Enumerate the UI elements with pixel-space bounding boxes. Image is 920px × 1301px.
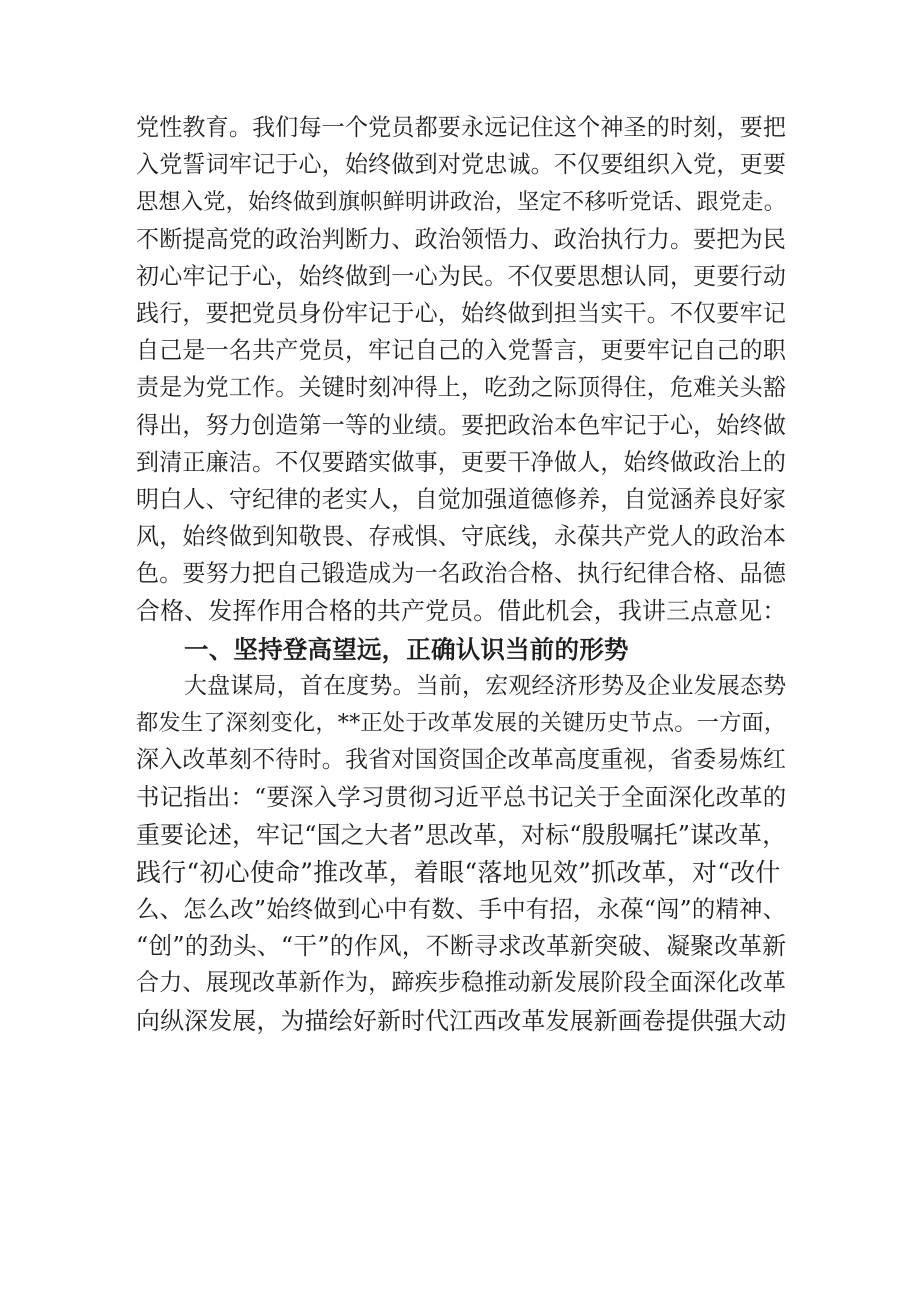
body-text [136, 110, 786, 1040]
text-line: 合格、发挥作用合格的共产党员。借此机会，我讲三点意见： [136, 597, 787, 626]
text-line: 都发生了深刻变化，**正处于改革发展的关键历史节点。一方面， [136, 710, 787, 736]
text-line: 到清正廉洁。不仅要踏实做事，更要干净做人，始终做政治上的 [136, 449, 787, 476]
text-line: 书记指出：“要深入学习贯彻习近平总书记关于全面深化改革的 [136, 783, 787, 812]
text-line: 向纵深发展，为描绘好新时代江西改革发展新画卷提供强大动 [136, 1006, 787, 1035]
section-heading: 一、坚持登高望远，正确认识当前的形势 [184, 634, 629, 664]
text-line: 深入改革刻不待时。我省对国资国企改革高度重视，省委易炼红 [136, 747, 787, 774]
paragraph-first-line: 大盘谋局，首在度势。当前，宏观经济形势及企业发展态势 [184, 672, 787, 699]
text-line: 得出，努力创造第一等的业绩。要把政治本色牢记于心，始终做 [136, 412, 787, 439]
text-line: 初心牢记于心，始终做到一心为民。不仅要思想认同，更要行动 [136, 263, 787, 290]
text-line: 自己是一名共产党员，牢记自己的入党誓言，更要牢记自己的职 [136, 338, 787, 365]
text-line: 么、怎么改”始终做到心中有数、手中有招，永葆“闯”的精神、 [136, 894, 787, 923]
text-line: 党性教育。我们每一个党员都要永远记住这个神圣的时刻，要把 [136, 115, 787, 141]
text-line: 明白人、守纪律的老实人，自觉加强道德修养，自觉涵养良好家 [136, 486, 787, 513]
text-line: 重要论述，牢记“国之大者”思改革，对标“殷殷嘱托”谋改革， [136, 820, 787, 849]
text-line: “创”的劲头、“干”的作风，不断寻求改革新突破、凝聚改革新 [136, 932, 787, 961]
text-line: 践行，要把党员身份牢记于心，始终做到担当实干。不仅要牢记 [136, 300, 787, 327]
text-line: 入党誓词牢记于心，始终做到对党忠诚。不仅要组织入党，更要 [136, 152, 787, 179]
text-line: 思想入党，始终做到旗帜鲜明讲政治，坚定不移听党话、跟党走。 [136, 189, 787, 216]
text-line: 践行“初心使命”推改革，着眼“落地见效”抓改革，对“改什 [136, 857, 781, 887]
text-line: 色。要努力把自己锻造成为一名政治合格、执行纪律合格、品德 [136, 561, 787, 588]
text-line: 合力、展现改革新作为，蹄疾步稳推动新发展阶段全面深化改革 [136, 970, 787, 997]
text-line: 责是为党工作。关键时刻冲得上，吃劲之际顶得住，危难关头豁 [136, 375, 787, 402]
text-line: 不断提高党的政治判断力、政治领悟力、政治执行力。要把为民 [136, 226, 787, 253]
text-line: 风，始终做到知敬畏、存戒惧、守底线，永葆共产党人的政治本 [136, 524, 787, 551]
